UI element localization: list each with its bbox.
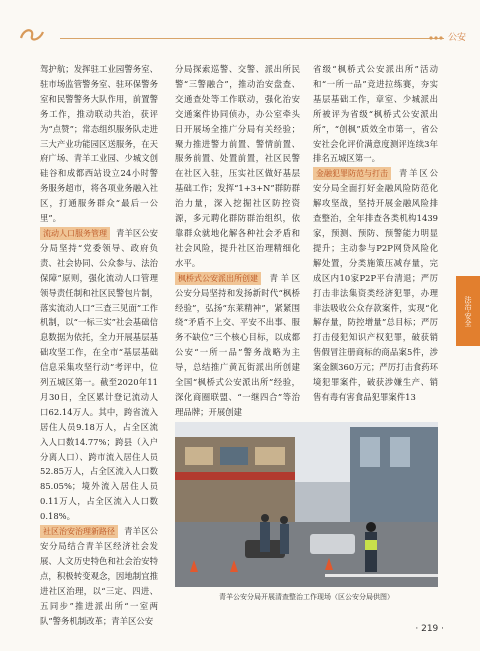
photo-caption: 青羊公安分局开展清查整治工作现场（区公安分局供图） [219,593,394,601]
section-title: 公安 [447,33,466,43]
logo-icon [18,26,46,44]
section-heading: 流动人口服务管理 [40,227,110,240]
column-2 [175,62,300,420]
paragraph: 省级“枫桥式公安派出所”活动和“一所一品”竞进拉练赛，夯实基层基础工作，章室、少城派出所被评为省级“枫桥式公安派出所”，“创枫”质效全市第一，省公安社会化评价满意度测评连续3年排名五城区第一。 [313,64,438,164]
section-body: 青羊区公安分局结合青羊区经济社会发展、人文历史特色和社会治安特点，积极转变观念，因地制宜推进社区治理，以“三定、四进、五同步”推进派出所“一室两队”警务机制改革；青羊区公安 [40,526,158,626]
section-heading: 金融犯罪防范与打击 [313,167,391,180]
chapter-tab: 法治·安全 [456,276,480,346]
section-heading: 社区治安治理新路径 [40,525,118,538]
header-rule [60,38,444,39]
section-paragraph [313,166,438,405]
section-heading: 枫桥式公安派出所创建 [175,272,261,285]
column-3 [313,62,438,405]
paragraph: 分局探索巡警、交警、派出所民警“三警融合”，推动治安盘查、交通查处等工作联动，强化治安交通案件协同侦办，办公室牵头日开展场全推广分局有关经验；聚力推进警力前置、警情前置、服务前置、处置前置，社区民警在社区入驻，压实社区做好基层基础工作；发挥“1+3+N”群防群治力量，深入挖掘社区防控资源，多元聘化群防群治组织，依靠群众就地化解各种社会矛盾和社会风险，提升社区治理精细化水平。 [175,64,300,268]
street-photo [175,422,438,587]
section-paragraph [175,271,300,420]
section-body: 青羊区公安分局坚持和发扬新时代“枫桥经验”，弘扬“东莱精神”，紧紧围绕“矛盾不上交、平安不出事、服务不缺位”三个核心目标，以成都公安“一所一品”警务战略为主导，总结推广黄瓦街派出所创建全国“枫桥式公安派出所”经验，深化商圈联盟、“一继四合”等治理品牌；开展创建 [175,272,300,417]
page-header [0,0,480,48]
section-paragraph [40,524,158,628]
dots-icon [428,34,444,42]
section-body: 青羊区公安分局全面打好金融风险防范化解攻坚战，坚持开展金融风险排查整治，全年排查各类机构1439家，预测、预防、预警能力明显提升；主动参与P2P网贷风险化解处置，分类施策压减存量，完成区内10家P2P平台清退；严厉打击非法集资类经济犯罪，办理非法吸收公众存款案件，实现“化解存量，防控增量”总目标；严厉打击侵犯知识产权犯罪，破获销售假冒注册商标的商品案5件，涉案金额360万元；严厉打击食药环境犯罪案件，破获涉嫌生产、销售有毒有害食品犯罪案件13 [313,168,438,402]
page-number: · 219 · [415,624,444,634]
section-paragraph [40,226,158,524]
paragraph: 驾护航；发挥驻工业园警务室、驻市场监管警务室、驻环保警务室和民警警务大队作用，前置警务工作，推动联动共治，获评为“点赞”；常态组织服务队走进三大产业功能园区送服务，在天府广场、青羊工业园、少城文创硅谷和成都西站设立24小时警务服务超市，将各项业务融入社区，打通服务群众“最后一公里”。 [40,64,158,224]
column-1 [40,62,158,628]
section-body: 青羊区公安分局坚持“党委领导、政府负责、社会协同、公众参与、法治保障”原则，强化流动人口管理领导责任制和社区民警包片制，落实流动人口“三查三见面”工作机制，以“一标三实”社会基础信息数据为依托，全力开展基层基础攻坚工作，在全市“基层基础信息采集攻坚行动”考评中，位列五城区第一。截至2020年11月30日，全区累计登记流动人口62.14万人。其中，跨省流入居住人员9.18万人，占全区流入人口数14.77%；跨县（入户分离人口）、跨市流入居住人员52.85万人，占全区流入人口数85.05%；境外流入居住人员0.11万人，占全区流入人口数0.18%。 [40,227,158,522]
